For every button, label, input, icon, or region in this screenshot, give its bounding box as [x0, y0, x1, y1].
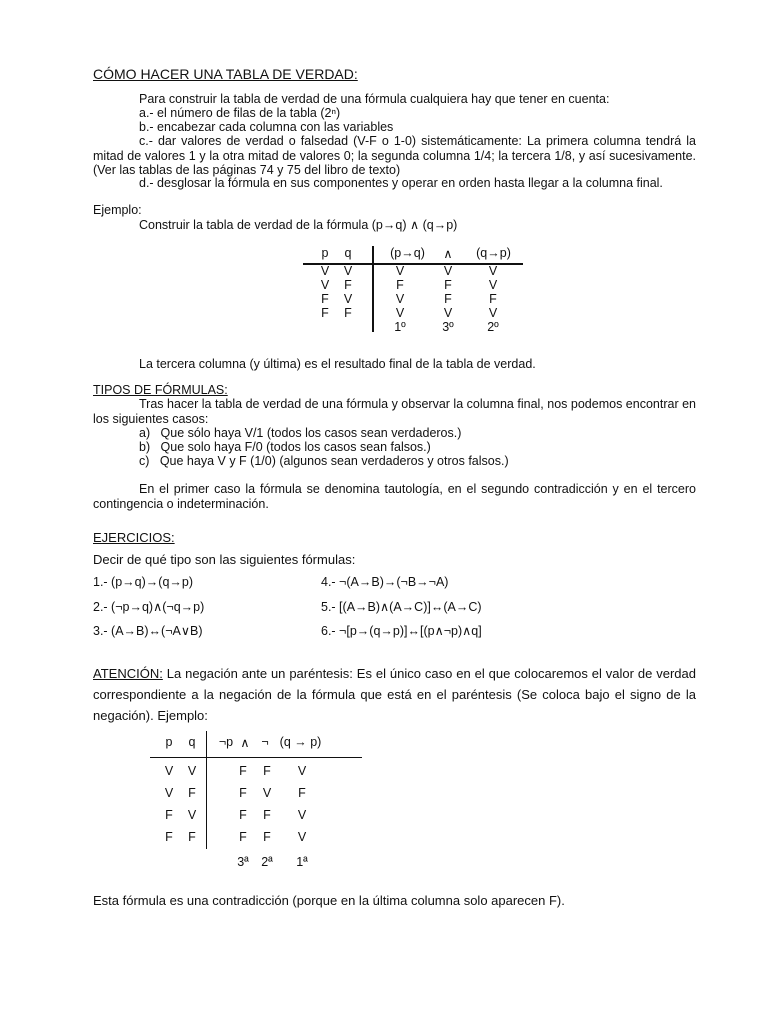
order-label: 2º — [487, 320, 499, 334]
table-cell: F — [263, 830, 271, 844]
table-cell: V — [320, 264, 330, 278]
table1-note: La tercera columna (y última) es el resultado final de la tabla de verdad. — [139, 357, 536, 371]
table-cell: F — [444, 278, 452, 292]
table-cell: V — [320, 278, 330, 292]
example-label: Ejemplo: — [93, 203, 142, 217]
table-cell: V — [187, 764, 197, 778]
truth-table-2 — [150, 731, 365, 871]
attention-text: La negación ante un paréntesis: Es el único caso en el que colocaremos el valor de verdad correspondiente a la negación de la fórmula que está en el paréntesis (Se coloca bajo el signo de la negación). Ejemplo: — [93, 666, 696, 723]
table-header-rule — [150, 757, 362, 758]
table-cell: V — [297, 764, 307, 778]
table-cell: V — [343, 292, 353, 306]
table-cell: F — [165, 830, 173, 844]
header-q-implies-p: (q → p) — [279, 735, 322, 749]
step-a: a.- el número de filas de la tabla (2ⁿ) — [139, 106, 341, 120]
header-p-implies-q: (p→q) — [390, 246, 425, 260]
order-label: 3º — [442, 320, 454, 334]
table-cell: V — [262, 786, 272, 800]
table-column-rule — [372, 246, 374, 332]
header-q: q — [344, 246, 352, 260]
step-d: d.- desglosar la fórmula en sus componentes y operar en orden hasta llegar a la columna final. — [139, 176, 663, 190]
header-q-implies-p: (q→p) — [476, 246, 511, 260]
types-intro: Tras hacer la tabla de verdad de una fórmula y observar la columna final, nos podemos encontrar en los siguientes casos: — [93, 397, 696, 426]
table-cell: F — [263, 764, 271, 778]
truth-table-1 — [303, 246, 523, 346]
table-cell: F — [298, 786, 306, 800]
exercise-4: 4.- ¬(A→B)→(¬B→¬A) — [321, 575, 449, 589]
table-cell: V — [164, 786, 174, 800]
table-cell: F — [344, 278, 352, 292]
table-cell: V — [187, 808, 197, 822]
attention-label: ATENCIÓN: — [93, 666, 163, 681]
table-cell: V — [488, 306, 498, 320]
table-cell: V — [297, 808, 307, 822]
types-item-c: c) Que haya V y F (1/0) (algunos sean verdaderos y otros falsos.) — [139, 454, 509, 468]
header-not: ¬ — [261, 735, 269, 749]
table-cell: F — [239, 830, 247, 844]
table-cell: V — [395, 306, 405, 320]
header-p: p — [165, 735, 173, 749]
table-cell: F — [396, 278, 404, 292]
exercise-6: 6.- ¬[p→(q→p)]↔[(p∧¬p)∧q] — [321, 624, 482, 638]
step-b: b.- encabezar cada columna con las variables — [139, 120, 394, 134]
types-item-b: b) Que solo haya F/0 (todos los casos sean falsos.) — [139, 440, 431, 454]
table-cell: F — [489, 292, 497, 306]
table-cell: F — [239, 786, 247, 800]
types-item-a: a) Que sólo haya V/1 (todos los casos sean verdaderos.) — [139, 426, 462, 440]
order-label: 1º — [394, 320, 406, 334]
table-cell: F — [188, 786, 196, 800]
order-label: 1ª — [296, 855, 308, 869]
table-cell: V — [488, 278, 498, 292]
exercises-heading: EJERCICIOS: — [93, 530, 175, 545]
table-cell: V — [343, 264, 353, 278]
table-cell: V — [443, 306, 453, 320]
table-cell: V — [443, 264, 453, 278]
order-label: 2ª — [261, 855, 273, 869]
table-cell: F — [321, 292, 329, 306]
header-q: q — [188, 735, 196, 749]
types-conclusion: En el primer caso la fórmula se denomina tautología, en el segundo contradicción y en el tercero contingencia o indeterminación. — [93, 482, 696, 511]
table-cell: V — [488, 264, 498, 278]
table-cell: V — [395, 292, 405, 306]
table-cell: F — [239, 808, 247, 822]
exercises-intro: Decir de qué tipo son las siguientes fórmulas: — [93, 552, 356, 567]
table-cell: F — [165, 808, 173, 822]
table-cell: F — [239, 764, 247, 778]
page-title: CÓMO HACER UNA TABLA DE VERDAD: — [93, 66, 358, 82]
exercise-3: 3.- (A→B)↔(¬A∨B) — [93, 624, 203, 638]
table-cell: F — [344, 306, 352, 320]
attention-paragraph — [93, 663, 696, 726]
exercise-1: 1.- (p→q)→(q→p) — [93, 575, 194, 589]
types-heading: TIPOS DE FÓRMULAS: — [93, 383, 228, 397]
table-cell: F — [263, 808, 271, 822]
header-not-p: ¬p — [218, 735, 234, 749]
step-c: c.- dar valores de verdad o falsedad (V-F o 1-0) sistemáticamente: La primera columna tendrá la mitad de valores 1 y la otra mitad de valores 0; la segunda columna 1/4; la tercera 1/8, y así sucesivamente. (Ver las tablas de las páginas 74 y 75 del libro de texto) — [93, 134, 696, 178]
example-text: Construir la tabla de verdad de la fórmula (p→q) ∧ (q→p) — [139, 218, 458, 232]
table-cell: F — [444, 292, 452, 306]
table-cell: V — [395, 264, 405, 278]
intro-text: Para construir la tabla de verdad de una fórmula cualquiera hay que tener en cuenta: — [139, 92, 610, 106]
exercise-5: 5.- [(A→B)∧(A→C)]↔(A→C) — [321, 600, 482, 614]
header-and: ∧ — [240, 736, 250, 750]
exercise-2: 2.- (¬p→q)∧(¬q→p) — [93, 600, 205, 614]
table-cell: F — [188, 830, 196, 844]
order-label: 3ª — [237, 855, 249, 869]
header-and: ∧ — [443, 247, 453, 261]
final-note: Esta fórmula es una contradicción (porque en la última columna solo aparecen F). — [93, 893, 565, 908]
table-cell: V — [164, 764, 174, 778]
table-cell: V — [297, 830, 307, 844]
table-cell: F — [321, 306, 329, 320]
header-p: p — [321, 246, 329, 260]
